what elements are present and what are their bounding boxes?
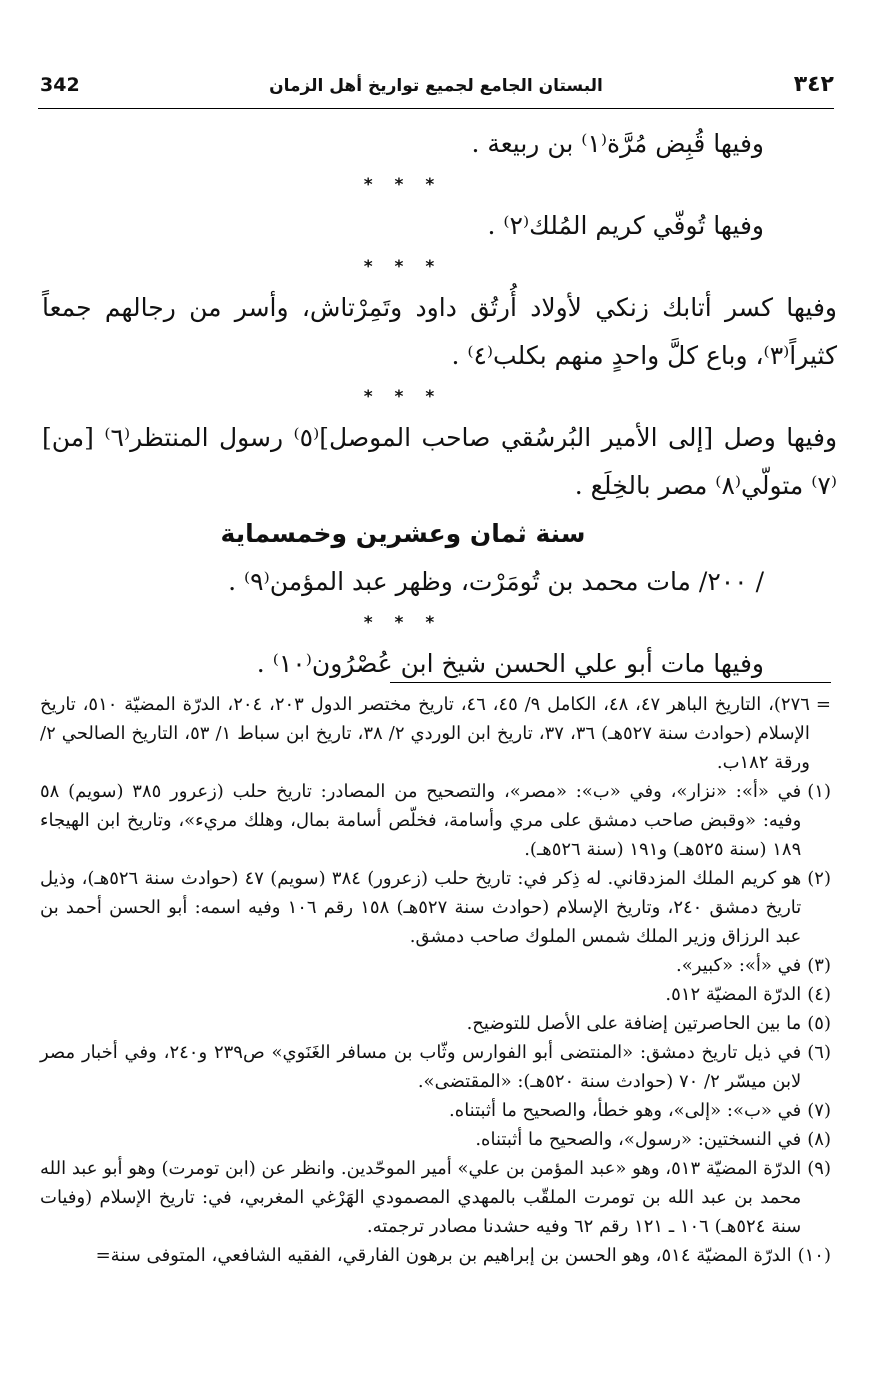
paragraph-2: وفيها تُوفّي كريم المُلك⁽٢⁾ . xyxy=(487,211,764,240)
paragraph-6: وفيها مات أبو علي الحسن شيخ ابن عُصْرُون⁽١٠⁾ . xyxy=(256,649,764,678)
footnote-marker: (٦) xyxy=(807,1042,831,1063)
footnote-continuation xyxy=(40,690,831,777)
paragraph-3: وفيها كسر أتابك زنكي لأولاد أُرتُق داود وتَمِرْتاش، وأسر من رجالهم جمعاً كثيراً⁽٣⁾، وباع كلَّ واحدٍ منهم بكلب⁽٤⁾ . xyxy=(42,293,837,370)
footnote-text: هو كريم الملك المزدقاني. له ذِكر في: تاريخ حلب (زعرور) ٣٨٤ (سويم) ٤٧ (حوادث سنة ٥٢٦هـ)، وذيل تاريخ دمشق ٢٤٠، وتاريخ الإسلام (حوادث سنة ٥٢٧هـ) ١٥٨ رقم ١٠٦ وفيه اسمه: أبو الحسن أحمد بن عبد الرزاق وزير الملك شمس الملوك صاحب دمشق. xyxy=(40,868,802,947)
page-number-arabic: ٣٤٢ xyxy=(793,72,834,97)
running-title: البستان الجامع لجميع تواريخ أهل الزمان xyxy=(269,76,603,96)
footnote-marker: (٤) xyxy=(807,984,831,1005)
separator-4: * * * xyxy=(363,613,443,633)
separator-2: * * * xyxy=(363,257,443,277)
footnote-8 xyxy=(40,1125,831,1154)
paragraph-5: / ٢٠٠/ مات محمد بن تُومَرْت، وظهر عبد المؤمن⁽٩⁾ . xyxy=(228,567,764,596)
page-number-latin: 342 xyxy=(40,74,80,96)
footnote-text: ٢٧٦)، التاريخ الباهر ٤٧، ٤٨، الكامل ٩/ ٤٥، ٤٦، تاريخ مختصر الدول ٢٠٣، ٢٠٤، الدرّة المضيّة ٥١٠، تاريخ الإسلام (حوادث سنة ٥٢٧هـ) ٣٦، ٣٧، تاريخ ابن الوردي ٢/ ٣٨، تاريخ ابن سباط ١/ ٥٣، التاريخ الصالحي ٢/ورقة ١٨٢ب. xyxy=(40,694,810,773)
footnote-marker: (٣) xyxy=(807,955,831,976)
footnote-text: في «أ»: «نزار»، وفي «ب»: «مصر»، والتصحيح من المصادر: تاريخ حلب (زعرور ٣٨٥ (سويم) ٥٨ وفيه: «وقبض صاحب دمشق على مري وأسامة، فخلّص أسامة بمال، وهلك مريء»، وتاريخ ابن الهيجاء ١٨٩ (سنة ٥٢٥هـ) و١٩١ (سنة ٥٢٦هـ). xyxy=(40,781,802,860)
footnote-9 xyxy=(40,1154,831,1241)
footnote-4 xyxy=(40,980,831,1009)
footnote-marker: (١) xyxy=(807,781,831,802)
footnote-marker: (٩) xyxy=(807,1158,831,1179)
footnote-marker: (١٠) xyxy=(797,1245,831,1266)
footnote-text: في «أ»: «كبير». xyxy=(676,955,802,976)
footnote-marker: (٢) xyxy=(807,868,831,889)
year-heading: سنة ثمان وعشرين وخمسماية xyxy=(220,519,586,548)
footnote-text: الدرّة المضيّة ٥١٣، وهو «عبد المؤمن بن علي» أمير الموحّدين. وانظر عن (ابن تومرت) وهو أبو عبد الله محمد بن عبد الله بن تومرت الملقّب بالمهدي المصمودي الهَرْغي المغربي، في: تاريخ الإسلام (وفيات سنة ٥٢٤هـ) ١٠٦ ـ ١٢١ رقم ٦٢ وفيه حشدنا مصادر ترجمته. xyxy=(40,1158,802,1237)
footnote-text: الدرّة المضيّة ٥١٢. xyxy=(665,984,802,1005)
footnote-1 xyxy=(40,777,831,864)
footnote-text: في «ب»: «إلى»، وهو خطأ، والصحيح ما أثبتناه. xyxy=(449,1100,802,1121)
footnote-3 xyxy=(40,951,831,980)
footnote-text: في النسختين: «رسول»، والصحيح ما أثبتناه. xyxy=(475,1129,802,1150)
footnote-10 xyxy=(40,1241,831,1270)
page-header xyxy=(38,72,834,108)
footnotes xyxy=(40,690,831,1270)
footnote-text: في ذيل تاريخ دمشق: «المنتضى أبو الفوارس وثّاب بن مسافر الغَنَوي» ص٢٣٩ و٢٤٠، وفي أخبار مصر لابن ميسّر ٢/ ٧٠ (حوادث سنة ٥٢٠هـ): «المقتضى». xyxy=(40,1042,802,1092)
separator-1: * * * xyxy=(363,175,443,195)
footnote-7 xyxy=(40,1096,831,1125)
footnote-rule xyxy=(390,682,831,683)
main-text xyxy=(42,120,838,688)
paragraph-4: وفيها وصل [إلى الأمير البُرسُقي صاحب الموصل]⁽٥⁾ رسول المنتظر⁽٦⁾ [من]⁽٧⁾ متولّي⁽٨⁾ مصر بالخِلَع . xyxy=(42,423,838,500)
paragraph-1: وفيها قُبِض مُرَّة⁽١⁾ بن ربيعة . xyxy=(471,129,764,158)
header-rule xyxy=(38,108,834,109)
footnote-6 xyxy=(40,1038,831,1096)
footnote-marker: (٧) xyxy=(807,1100,831,1121)
footnote-text: الدرّة المضيّة ٥١٤، وهو الحسن بن إبراهيم بن برهون الفارقي، الفقيه الشافعي، المتوفى سنة= xyxy=(95,1245,792,1266)
footnote-2 xyxy=(40,864,831,951)
separator-3: * * * xyxy=(363,387,443,407)
footnote-marker: (٥) xyxy=(807,1013,831,1034)
footnote-marker: = xyxy=(815,694,831,715)
footnote-text: ما بين الحاصرتين إضافة على الأصل للتوضيح. xyxy=(466,1013,802,1034)
footnote-5 xyxy=(40,1009,831,1038)
footnote-marker: (٨) xyxy=(807,1129,831,1150)
